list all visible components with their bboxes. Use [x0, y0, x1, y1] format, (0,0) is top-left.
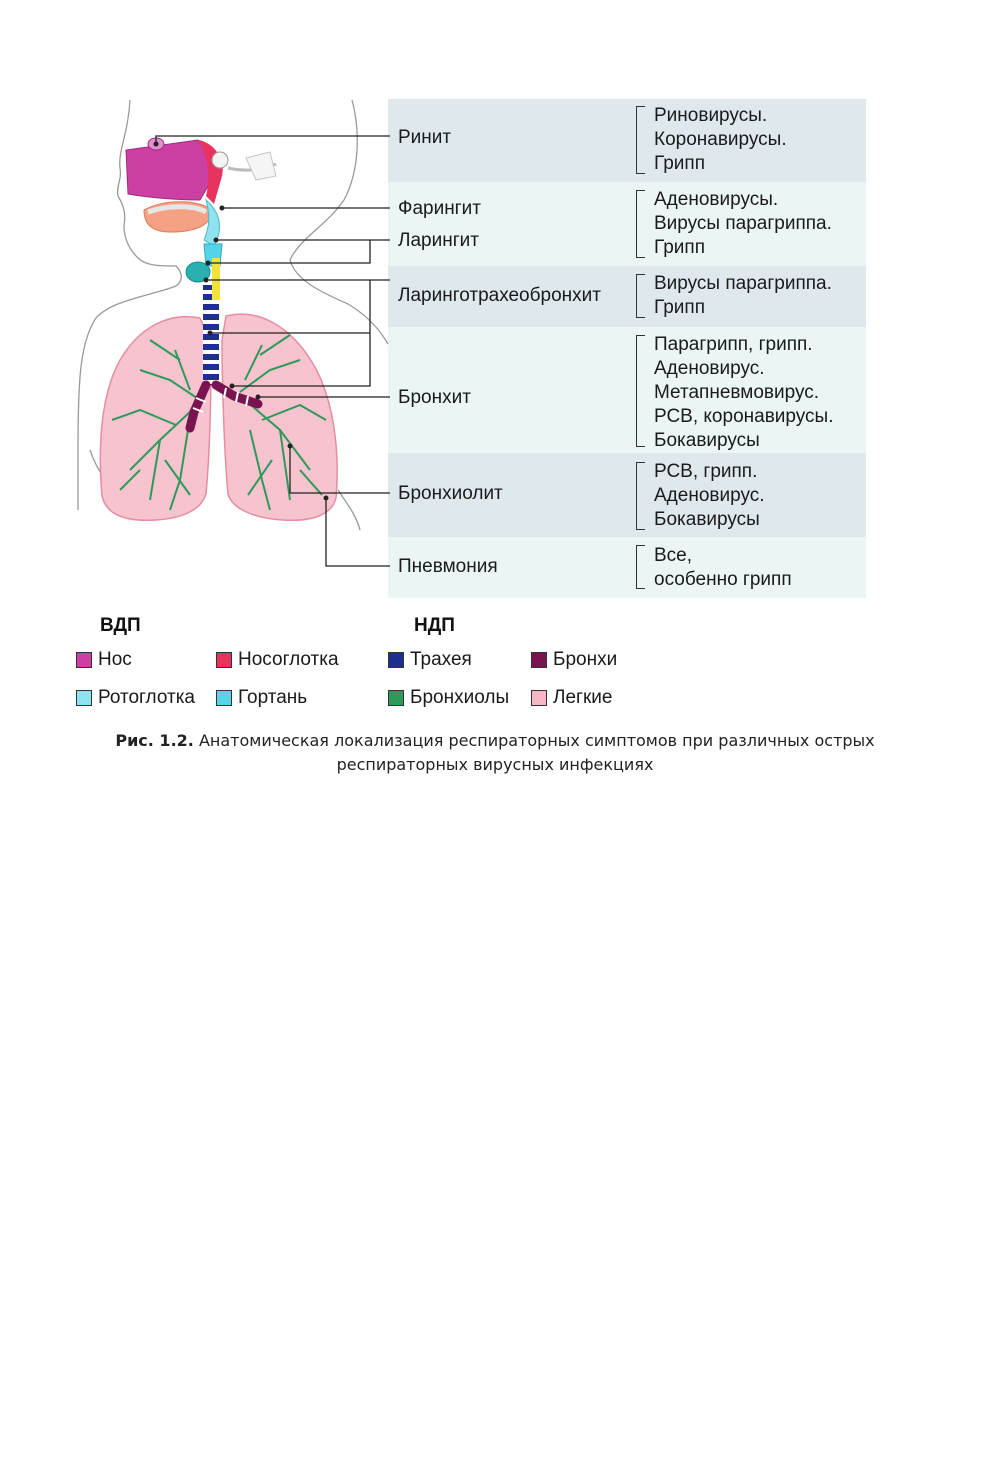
- virus-item: Грипп: [654, 297, 705, 318]
- virus-item: Аденовирус.: [654, 358, 765, 379]
- bracket-rhinitis: [636, 106, 645, 174]
- virus-item: Грипп: [654, 153, 705, 174]
- viruses-laryngotracheobronchitis: [654, 272, 832, 320]
- legend-swatch: [531, 652, 547, 668]
- legend-item-nose: [76, 649, 132, 671]
- legend-swatch: [76, 690, 92, 706]
- bracket-bronchiolitis: [636, 462, 645, 530]
- bracket-pharyngitis: [636, 190, 645, 258]
- virus-item: Парагрипп, грипп.: [654, 334, 813, 355]
- disease-bronchiolitis: Бронхиолит: [398, 483, 503, 504]
- disease-laryngotracheobronchitis: Ларинготрахеобронхит: [398, 285, 601, 306]
- legend-item-trachea: [388, 649, 472, 671]
- virus-item: Коронавирусы.: [654, 129, 787, 150]
- legend-swatch: [216, 690, 232, 706]
- legend-item-nasopharynx: [216, 649, 339, 671]
- disease-bronchitis: Бронхит: [398, 387, 471, 408]
- virus-item: Метапневмовирус.: [654, 382, 820, 403]
- legend-label: Легкие: [553, 687, 613, 708]
- viruses-pneumonia: [654, 544, 792, 592]
- legend-label: Гортань: [238, 687, 308, 708]
- caption-text: Анатомическая локализация респираторных симптомов при различных острых респираторных вирусных инфекциях: [198, 731, 875, 774]
- disease-pneumonia: Пневмония: [398, 556, 498, 577]
- bracket-laryngotracheobronchitis: [636, 274, 645, 318]
- virus-item: Аденовирус.: [654, 485, 765, 506]
- upper-airway: [126, 138, 276, 300]
- legend-item-lungs: [531, 687, 612, 709]
- legend-label: Бронхиолы: [410, 687, 510, 708]
- legend-swatch: [388, 652, 404, 668]
- bracket-bronchitis: [636, 335, 645, 447]
- legend-label: Ротоглотка: [98, 687, 196, 708]
- viruses-rhinitis: [654, 104, 787, 176]
- viruses-bronchitis: [654, 333, 833, 453]
- caption-label: Рис. 1.2.: [115, 731, 194, 750]
- legend-header-lower: НДП: [414, 615, 455, 636]
- viruses-pharyngitis: [654, 188, 832, 260]
- legend-label: Нос: [98, 649, 132, 670]
- legend-item-bronchioles: [388, 687, 509, 709]
- virus-item: РСВ, коронавирусы.: [654, 406, 834, 427]
- figure-caption: [60, 729, 930, 777]
- legend-item-larynx: [216, 687, 307, 709]
- virus-item: особенно грипп: [654, 569, 792, 590]
- legend-item-bronchi: [531, 649, 617, 671]
- legend-swatch: [216, 652, 232, 668]
- legend-label: Трахея: [410, 649, 472, 670]
- legend-swatch: [76, 652, 92, 668]
- virus-item: Все,: [654, 545, 693, 566]
- legend-label: Бронхи: [553, 649, 618, 670]
- disease-rhinitis: Ринит: [398, 127, 452, 148]
- viruses-bronchiolitis: [654, 460, 765, 532]
- disease-pharyngitis: Фарингит: [398, 198, 481, 219]
- virus-item: РСВ, грипп.: [654, 461, 758, 482]
- virus-item: Аденовирусы.: [654, 189, 779, 210]
- legend-swatch: [388, 690, 404, 706]
- virus-item: Бокавирусы: [654, 509, 760, 530]
- legend-item-oropharynx: [76, 687, 195, 709]
- legend-label: Носоглотка: [238, 649, 339, 670]
- virus-item: Вирусы парагриппа.: [654, 273, 832, 294]
- virus-item: Грипп: [654, 237, 705, 258]
- disease-laryngitis: Ларингит: [398, 230, 479, 251]
- virus-item: Риновирусы.: [654, 105, 768, 126]
- legend-header-upper: ВДП: [100, 615, 141, 636]
- virus-item: Вирусы парагриппа.: [654, 213, 832, 234]
- bracket-pneumonia: [636, 545, 645, 589]
- virus-item: Бокавирусы: [654, 430, 760, 451]
- legend-swatch: [531, 690, 547, 706]
